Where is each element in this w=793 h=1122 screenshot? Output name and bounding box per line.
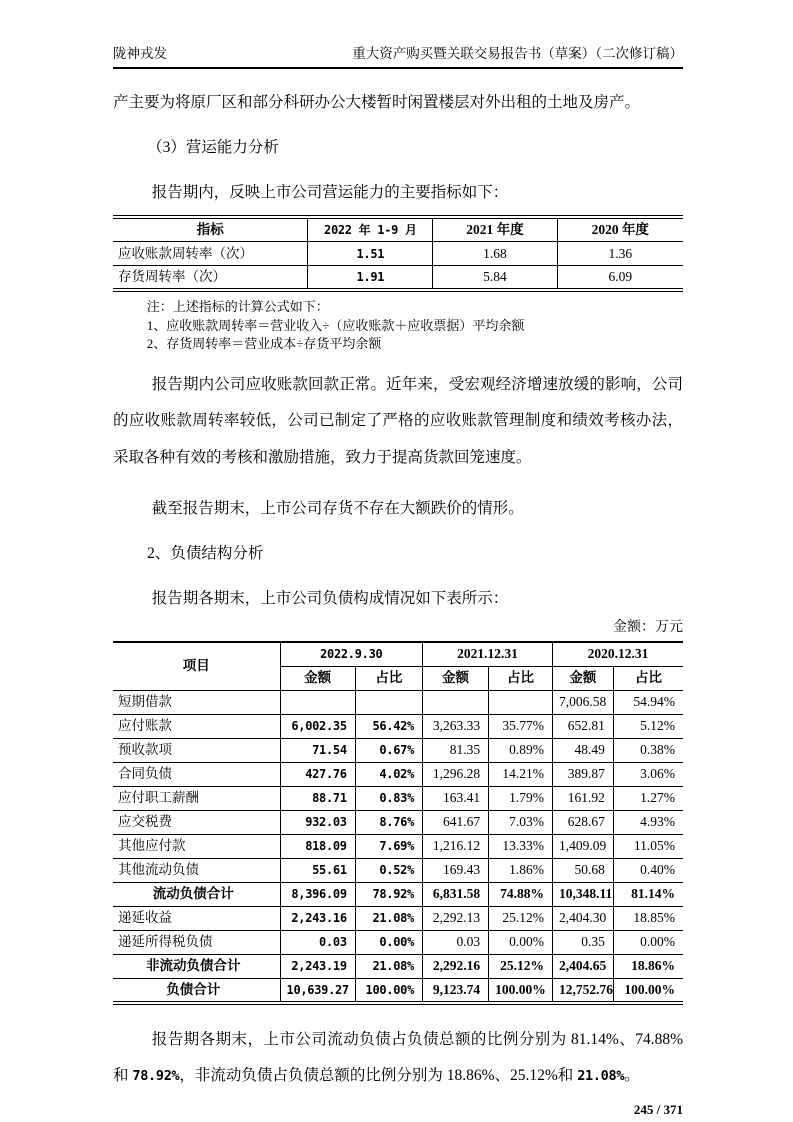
subheader-amount: 金额 xyxy=(423,666,489,690)
cell-amount: 2,243.19 xyxy=(280,954,355,978)
cell-ratio: 0.38% xyxy=(613,738,683,762)
table-row-total-liabilities xyxy=(113,978,683,1003)
conclusion-bold-value: 78.92% xyxy=(132,1068,180,1084)
cell-ratio: 100.00% xyxy=(613,978,683,1003)
cell-ratio: 100.00% xyxy=(489,978,553,1003)
table-period-header-row xyxy=(113,642,683,666)
table-row xyxy=(113,858,683,882)
cell-ratio: 1.79% xyxy=(489,786,553,810)
cell-ratio: 18.86% xyxy=(613,954,683,978)
cell-amount: 427.76 xyxy=(280,762,355,786)
section-heading-liabilities: 2、负债结构分析 xyxy=(147,545,264,562)
cell-ratio: 1.86% xyxy=(489,858,553,882)
cell-amount: 932.03 xyxy=(280,810,355,834)
cell-ratio: 1.27% xyxy=(613,786,683,810)
cell-ratio: 0.89% xyxy=(489,738,553,762)
cell-ratio: 0.00% xyxy=(355,930,422,954)
cell-2020: 1.36 xyxy=(557,242,683,266)
cell-amount: 0.35 xyxy=(552,930,613,954)
section-heading-operating: （3）营运能力分析 xyxy=(147,139,279,156)
row-label: 应收账款周转率（次） xyxy=(113,242,308,266)
cell-amount: 818.09 xyxy=(280,834,355,858)
cell-ratio xyxy=(489,690,553,714)
cell-ratio: 0.83% xyxy=(355,786,422,810)
table-row xyxy=(113,242,683,266)
cell-ratio: 78.92% xyxy=(355,882,422,906)
table-row xyxy=(113,266,683,291)
col-header-2020: 2020 年度 xyxy=(557,217,683,242)
cell-amount: 0.03 xyxy=(280,930,355,954)
col-header-indicator: 指标 xyxy=(113,217,308,242)
note-line: 2、存货周转率＝营业成本÷存货平均余额 xyxy=(146,336,382,351)
row-label: 流动负债合计 xyxy=(113,882,280,906)
cell-ratio: 56.42% xyxy=(355,714,422,738)
table-row xyxy=(113,930,683,954)
table-row xyxy=(113,762,683,786)
col-header-2022: 2022 年 1-9 月 xyxy=(308,217,433,242)
table-row xyxy=(113,738,683,762)
cell-amount: 2,404.65 xyxy=(552,954,613,978)
cell-amount: 2,243.16 xyxy=(280,906,355,930)
paragraph-liability-lead: 报告期各期末，上市公司负债构成情况如下表所示： xyxy=(151,590,509,607)
cell-ratio: 7.69% xyxy=(355,834,422,858)
cell-amount: 628.67 xyxy=(552,810,613,834)
cell-amount: 2,292.16 xyxy=(423,954,489,978)
table-row xyxy=(113,714,683,738)
col-header-2021: 2021.12.31 xyxy=(423,642,553,666)
cell-amount: 88.71 xyxy=(280,786,355,810)
cell-ratio: 21.08% xyxy=(355,954,422,978)
liabilities-table xyxy=(113,641,683,1005)
table-header-row xyxy=(113,217,683,242)
cell-amount: 0.03 xyxy=(423,930,489,954)
cell-amount: 389.87 xyxy=(552,762,613,786)
cell-2021: 1.68 xyxy=(433,242,557,266)
cell-ratio: 25.12% xyxy=(489,954,553,978)
paragraph-operating-lead: 报告期内，反映上市公司营运能力的主要指标如下： xyxy=(151,184,509,201)
col-header-item: 项目 xyxy=(113,642,280,690)
paragraph-intro: 产主要为将原厂区和部分科研办公大楼暂时闲置楼层对外出租的土地及房产。 xyxy=(113,94,641,111)
subheader-amount: 金额 xyxy=(280,666,355,690)
cell-ratio: 4.02% xyxy=(355,762,422,786)
row-label: 合同负债 xyxy=(113,762,280,786)
table-row xyxy=(113,786,683,810)
cell-amount: 3,263.33 xyxy=(423,714,489,738)
row-label: 应交税费 xyxy=(113,810,280,834)
cell-ratio: 7.03% xyxy=(489,810,553,834)
col-header-2020: 2020.12.31 xyxy=(552,642,683,666)
page-header xyxy=(113,46,683,69)
cell-amount: 1,409.09 xyxy=(552,834,613,858)
cell-amount: 652.81 xyxy=(552,714,613,738)
page-number: 245 / 371 xyxy=(633,1101,683,1117)
subheader-ratio: 占比 xyxy=(489,666,553,690)
cell-2020: 6.09 xyxy=(557,266,683,291)
subheader-ratio: 占比 xyxy=(355,666,422,690)
paragraph-inventory: 截至报告期末，上市公司存货不存在大额跌价的情形。 xyxy=(151,500,524,517)
cell-ratio: 5.12% xyxy=(613,714,683,738)
conclusion-text: 。 xyxy=(624,1067,640,1084)
cell-amount: 641.67 xyxy=(423,810,489,834)
cell-ratio: 11.05% xyxy=(613,834,683,858)
row-label: 负债合计 xyxy=(113,978,280,1003)
subheader-amount: 金额 xyxy=(552,666,613,690)
table-row xyxy=(113,810,683,834)
cell-amount: 1,296.28 xyxy=(423,762,489,786)
unit-label: 金额：万元 xyxy=(613,620,683,635)
row-label: 短期借款 xyxy=(113,690,280,714)
cell-amount: 81.35 xyxy=(423,738,489,762)
cell-amount: 8,396.09 xyxy=(280,882,355,906)
operating-indicators-table xyxy=(113,215,683,292)
table-row-subtotal-current xyxy=(113,882,683,906)
cell-amount: 2,404.30 xyxy=(552,906,613,930)
cell-amount: 161.92 xyxy=(552,786,613,810)
cell-ratio: 14.21% xyxy=(489,762,553,786)
cell-amount: 71.54 xyxy=(280,738,355,762)
row-label: 预收款项 xyxy=(113,738,280,762)
cell-amount: 6,002.35 xyxy=(280,714,355,738)
cell-ratio: 3.06% xyxy=(613,762,683,786)
col-header-2022: 2022.9.30 xyxy=(280,642,422,666)
table-row xyxy=(113,690,683,714)
table-row-subtotal-noncurrent xyxy=(113,954,683,978)
table-row xyxy=(113,834,683,858)
row-label: 其他应付款 xyxy=(113,834,280,858)
cell-ratio: 13.33% xyxy=(489,834,553,858)
conclusion-text: ，非流动负债占负债总额的比例分别为 18.86%、25.12%和 xyxy=(179,1067,578,1084)
cell-amount xyxy=(423,690,489,714)
conclusion-bold-value: 21.08% xyxy=(577,1068,625,1084)
table-notes xyxy=(113,298,683,354)
cell-amount: 12,752.76 xyxy=(552,978,613,1003)
note-line: 注：上述指标的计算公式如下： xyxy=(146,299,329,314)
cell-ratio: 0.52% xyxy=(355,858,422,882)
cell-amount: 2,292.13 xyxy=(423,906,489,930)
table-row xyxy=(113,906,683,930)
cell-ratio: 0.67% xyxy=(355,738,422,762)
cell-ratio: 54.94% xyxy=(613,690,683,714)
cell-amount: 163.41 xyxy=(423,786,489,810)
cell-ratio: 4.93% xyxy=(613,810,683,834)
doc-main-title: 重大资产购买暨关联交易报告书（草案）（二次修订稿） xyxy=(352,46,683,61)
cell-amount: 7,006.58 xyxy=(552,690,613,714)
cell-2021: 5.84 xyxy=(433,266,557,291)
cell-ratio: 0.40% xyxy=(613,858,683,882)
cell-ratio: 21.08% xyxy=(355,906,422,930)
row-label: 应付账款 xyxy=(113,714,280,738)
cell-ratio: 74.88% xyxy=(489,882,553,906)
cell-ratio xyxy=(355,690,422,714)
row-label: 递延收益 xyxy=(113,906,280,930)
doc-short-title: 陇神戎发 xyxy=(113,46,167,61)
note-line: 1、应收账款周转率＝营业收入÷（应收账款＋应收票据）平均余额 xyxy=(146,317,525,333)
cell-ratio: 25.12% xyxy=(489,906,553,930)
cell-2022: 1.51 xyxy=(308,242,433,266)
row-label: 存货周转率（次） xyxy=(113,266,308,291)
cell-ratio: 0.00% xyxy=(613,930,683,954)
cell-2022: 1.91 xyxy=(308,266,433,291)
subheader-ratio: 占比 xyxy=(613,666,683,690)
cell-amount: 10,348.11 xyxy=(552,882,613,906)
cell-amount: 10,639.27 xyxy=(280,978,355,1003)
cell-amount: 48.49 xyxy=(552,738,613,762)
cell-amount: 169.43 xyxy=(423,858,489,882)
row-label: 递延所得税负债 xyxy=(113,930,280,954)
row-label: 非流动负债合计 xyxy=(113,954,280,978)
cell-ratio: 8.76% xyxy=(355,810,422,834)
cell-ratio: 100.00% xyxy=(355,978,422,1003)
cell-ratio: 0.00% xyxy=(489,930,553,954)
cell-amount: 1,216.12 xyxy=(423,834,489,858)
cell-ratio: 35.77% xyxy=(489,714,553,738)
cell-amount: 9,123.74 xyxy=(423,978,489,1003)
cell-ratio: 81.14% xyxy=(613,882,683,906)
col-header-2021: 2021 年度 xyxy=(433,217,557,242)
conclusion-text: 报告期各期末，上市公司流动负债占负债总额的比例分别为 81.14%、74.88%和 xyxy=(113,1030,683,1084)
cell-amount xyxy=(280,690,355,714)
row-label: 其他流动负债 xyxy=(113,858,280,882)
row-label: 应付职工薪酬 xyxy=(113,786,280,810)
cell-amount: 55.61 xyxy=(280,858,355,882)
cell-ratio: 18.85% xyxy=(613,906,683,930)
cell-amount: 50.68 xyxy=(552,858,613,882)
cell-amount: 6,831.58 xyxy=(423,882,489,906)
paragraph-receivables: 报告期内公司应收账款回款正常。近年来，受宏观经济增速放缓的影响，公司的应收账款周转率较低，公司已制定了严格的应收账款管理制度和绩效考核办法，采取各种有效的考核和激励措施，致力于提高货款回笼速度。 xyxy=(113,375,683,466)
paragraph-conclusion xyxy=(113,1022,683,1095)
